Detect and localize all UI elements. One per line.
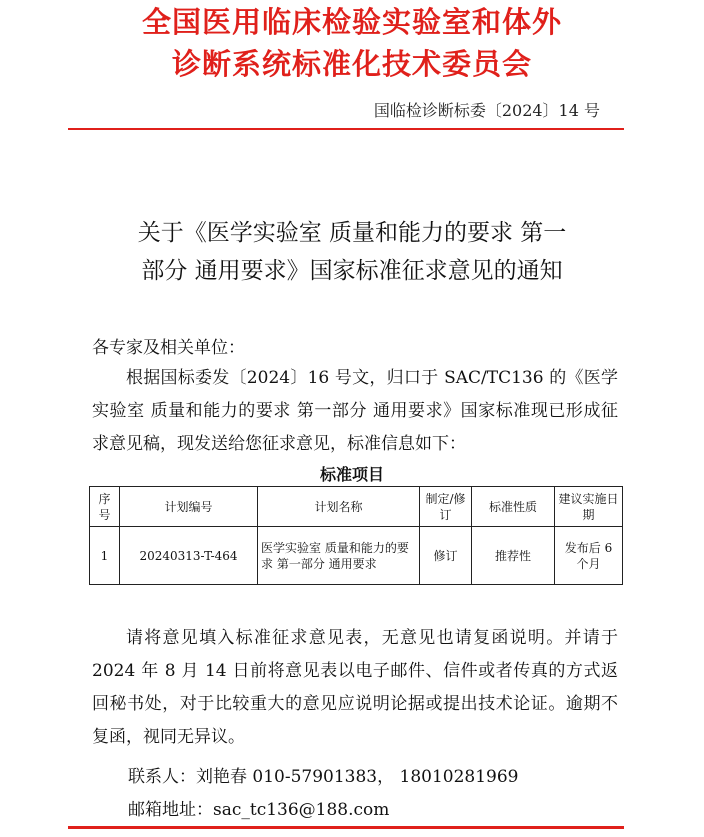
body-paragraph-1: 根据国标委发〔2024〕16 号文，归口于 SAC/TC136 的《医学实验室 质量和能力的要求 第一部分 通用要求》国家标准现已形成征求意见稿，现发送给您征求意见，标准信息如下： xyxy=(92,368,618,454)
header-cell-implementation-date: 建议实施日期 xyxy=(555,487,623,527)
issuer-name-line2: 诊断系统标准化技术委员会 xyxy=(171,47,532,81)
cell-plan-number: 20240313-T-464 xyxy=(120,527,258,585)
notice-title-line1: 关于《医学实验室 质量和能力的要求 第一 xyxy=(137,220,567,246)
footer-red-rule xyxy=(68,826,624,829)
table-header-row xyxy=(90,487,623,527)
cell-implementation-date: 发布后 6 个月 xyxy=(555,527,623,585)
header-cell-revise-type: 制定/修订 xyxy=(420,487,472,527)
table-caption: 标准项目 xyxy=(319,465,384,484)
notice-title-line2: 部分 通用要求》国家标准征求意见的通知 xyxy=(141,258,563,284)
cell-standard-nature: 推荐性 xyxy=(472,527,555,585)
salutation: 各专家及相关单位： xyxy=(92,338,245,358)
issuer-name-line1: 全国医用临床检验实验室和体外 xyxy=(141,5,562,39)
header-cell-plan-name: 计划名称 xyxy=(258,487,420,527)
header-cell-index: 序号 xyxy=(90,487,120,527)
header-red-rule xyxy=(68,128,624,130)
contact-email: 邮箱地址：sac_tc136@188.com xyxy=(128,800,390,820)
cell-plan-name: 医学实验室 质量和能力的要求 第一部分 通用要求 xyxy=(258,527,420,585)
header-cell-standard-nature: 标准性质 xyxy=(472,487,555,527)
header-cell-plan-number: 计划编号 xyxy=(120,487,258,527)
standard-project-table xyxy=(89,486,623,585)
contact-person: 联系人：刘艳春 010-57901383， 18010281969 xyxy=(128,767,519,787)
body-paragraph-2: 请将意见填入标准征求意见表，无意见也请复函说明。并请于 2024 年 8 月 14 日前将意见表以电子邮件、信件或者传真的方式返回秘书处，对于比较重大的意见应说明论据或提出技术论证。逾期不复函，视同无异议。 xyxy=(92,628,618,747)
document-number: 国临检诊断标委〔2024〕14 号 xyxy=(373,101,600,120)
table-row xyxy=(90,527,623,585)
cell-revise-type: 修订 xyxy=(420,527,472,585)
cell-index: 1 xyxy=(90,527,120,585)
